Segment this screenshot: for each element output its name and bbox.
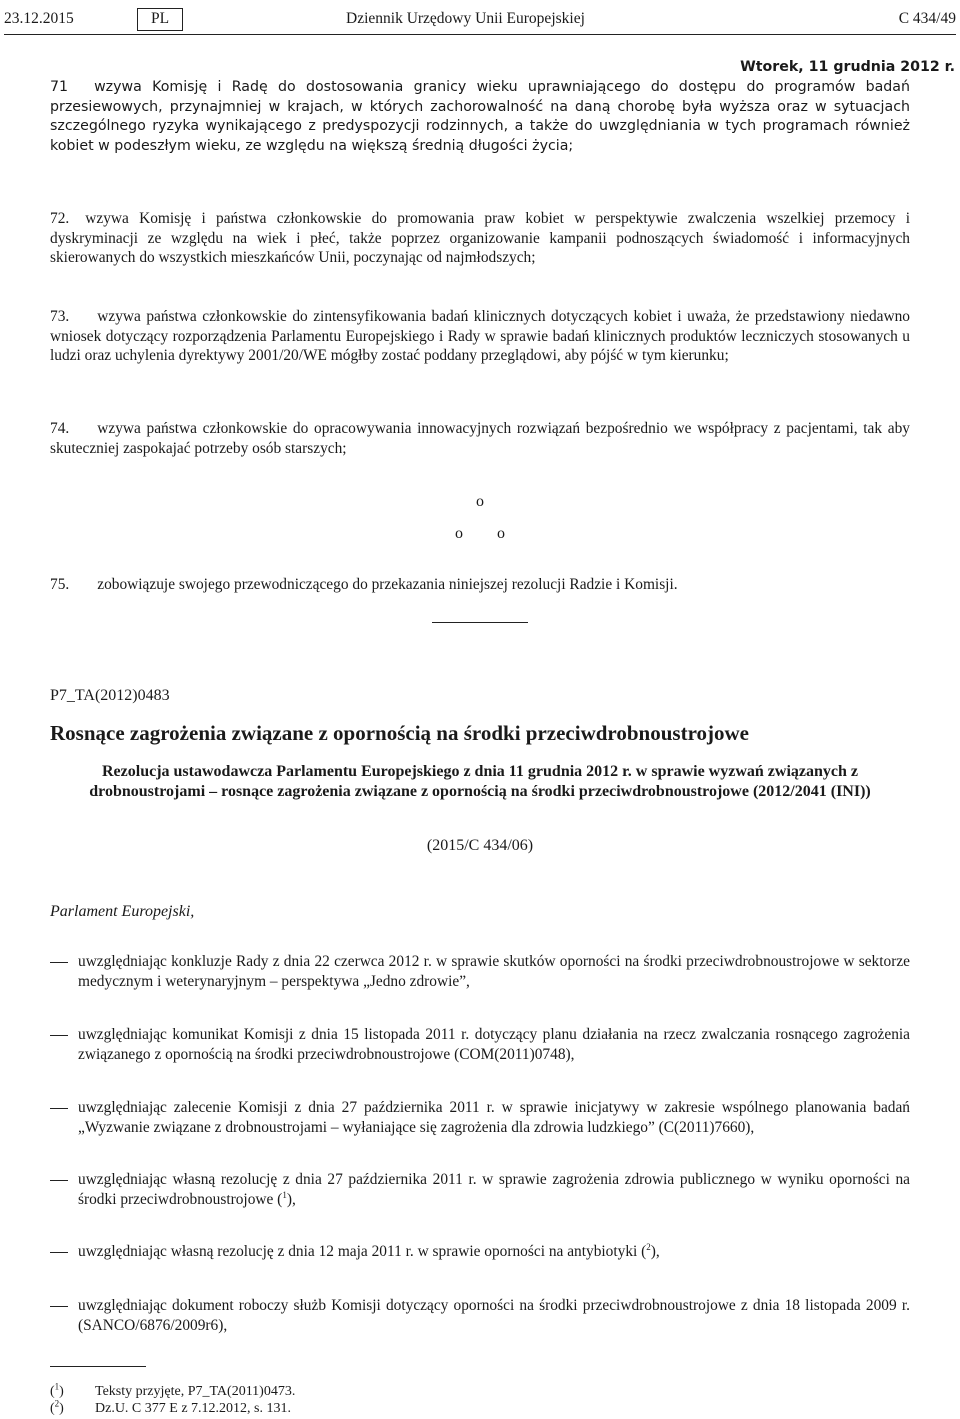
paragraph-number: 72. [50, 210, 70, 227]
citation-text-wrap [78, 1170, 910, 1209]
paragraph-text: zobowiązuje swojego przewodniczącego do przekazania niniejszej rezolucji Radzie i Komisji. [97, 576, 678, 593]
citation-item [50, 1170, 910, 1209]
citation-text: uwzględniając własną rezolucję z dnia 12 maja 2011 r. w sprawie oporności na antybiotyki ( [78, 1243, 647, 1260]
dash-marker [50, 1180, 68, 1181]
document-title: Rosnące zagrożenia związane z opornością na środki przeciwdrobnoustrojowe [50, 721, 749, 745]
dash-marker [50, 1108, 68, 1109]
citation-tail: ), [650, 1243, 660, 1260]
paragraph-number: 75. [50, 576, 70, 593]
parliament-heading: Parlament Europejski, [50, 903, 195, 920]
header-rule [4, 34, 956, 35]
footnote-rule [50, 1366, 146, 1367]
header-date: 23.12.2015 [4, 10, 74, 27]
footnote [50, 1383, 295, 1400]
paragraph-75 [50, 575, 910, 595]
section-divider-circles [0, 492, 960, 548]
citation-text: uwzględniając własną rezolucję z dnia 27 października 2011 r. w sprawie zagrożenia zdrowia publicznego w wyniku oporności na środki przeciwdrobnoustrojowe ( [78, 1171, 910, 1208]
citation-text-wrap [78, 1242, 910, 1262]
circle-mark: o [497, 525, 505, 542]
footnote-ref[interactable]: 1 [282, 1189, 287, 1200]
paragraph-74 [50, 419, 910, 458]
paragraph-73 [50, 307, 910, 366]
page-reference: C 434/49 [898, 10, 956, 27]
journal-header [0, 6, 960, 30]
paragraph-number: 74. [50, 420, 70, 437]
paragraph-number: 71 [50, 79, 69, 95]
dash-marker [50, 1035, 68, 1036]
footnote-text: Dz.U. C 377 E z 7.12.2012, s. 131. [95, 1401, 291, 1416]
journal-name: Dziennik Urzędowy Unii Europejskiej [346, 10, 585, 27]
citation-text: uwzględniając dokument roboczy służb Komisji dotyczący oporności na środki przeciwdrobnoustrojowe z dnia 18 listopada 2009 r. (SANCO/6876/2009r6), [78, 1297, 910, 1334]
footnote-marker: ($^1$) [50, 1381, 64, 1399]
paragraph-text: wzywa państwa członkowskie do zintensyfikowania badań klinicznych dotyczących kobiet i uważa, że przedstawiony niedawno wniosek dotyczący rozporządzenia Parlamentu Europejskiego i Rady w sprawie badań klinicznych produktów leczniczych stosowanych u ludzi oraz uchylenia dyrektywy 2001/20/WE mógłby zostać poddany przeglądowi, aby pójść w tym kierunku; [50, 308, 910, 364]
footnote-text: Teksty przyjęte, P7_TA(2011)0473. [95, 1384, 296, 1399]
sitting-date: Wtorek, 11 grudnia 2012 r. [740, 59, 955, 75]
document-subtitle: Rezolucja ustawodawcza Parlamentu Europejskiego z dnia 11 grudnia 2012 r. w sprawie wyzwań związanych z drobnoustrojami – rosnące zagrożenia związane z opornością na środki przeciwdrobnoustrojowe (2012/2041 (INI)) [89, 763, 871, 800]
citation-tail: ), [286, 1190, 296, 1208]
citation-text: uwzględniając konkluzje Rady z dnia 22 czerwca 2012 r. w sprawie skutków oporności na środki przeciwdrobnoustrojowe w sektorze medycznym i weterynaryjnym – perspektywa „Jedno zdrowie”, [78, 953, 910, 990]
dash-marker [50, 1252, 68, 1253]
paragraph-text: wzywa państwa członkowskie do opracowywania innowacyjnych rozwiązań bezpośrednio we współpracy z pacjentami, tak aby skuteczniej zaspokajać potrzeby osób starszych; [50, 420, 910, 457]
citation-item [50, 952, 910, 991]
language-badge: PL [137, 8, 183, 31]
paragraph-number: 73. [50, 308, 70, 325]
dash-marker [50, 1306, 68, 1307]
citation-text: uwzględniając komunikat Komisji z dnia 15 listopada 2011 r. dotyczący planu działania na rzecz zwalczania rosnącego zagrożenia związanego z opornością na środki przeciwdrobnoustrojowe (COM(2011)0748), [78, 1026, 910, 1063]
citation-item [50, 1296, 910, 1335]
footnote-ref[interactable]: 2 [646, 1241, 651, 1252]
dash-marker [50, 962, 68, 963]
footnote-marker: ($^2$) [50, 1398, 64, 1416]
circle-mark: o [476, 493, 484, 510]
paragraph-text: wzywa Komisję i państwa członkowskie do promowania praw kobiet w perspektywie zwalczenia wszelkiej przemocy i dyskryminacji ze względu na wiek i płeć, także poprzez organizowanie kampanii podnoszących świadomość i informacyjnych skierowanych do wszystkich mieszkańców Unii, poczynając od najmłodszych; [50, 210, 910, 266]
circle-mark: o [455, 525, 463, 542]
citation-item [50, 1025, 910, 1064]
paragraph-72 [50, 209, 910, 268]
section-separator [432, 622, 528, 623]
paragraph-text: wzywa Komisję i Radę do dostosowania granicy wieku uprawniającego do dostępu do programów badań przesiewowych, przynajmniej w krajach, w których zachorowalność na daną chorobę była wyższa oraz w sytuacjach szczególnego ryzyka wynikającego z predyspozycji rodzinnych, a także do uwzględniania w tych programach również kobiet w podeszłym wieku, ze względu na większą średnią długości życia; [50, 79, 910, 154]
citation-text: uwzględniając zalecenie Komisji z dnia 27 października 2011 r. w sprawie inicjatywy w zakresie wspólnego planowania badań „Wyzwanie związane z drobnoustrojami – wyłaniające się zagrożenia dla zdrowia ludzkiego” (C(2011)7660), [78, 1099, 910, 1136]
oj-reference: (2015/C 434/06) [426, 837, 534, 854]
document-reference: P7_TA(2012)0483 [50, 687, 170, 704]
footnote [50, 1400, 291, 1417]
paragraph-71 [50, 78, 910, 156]
citation-item [50, 1098, 910, 1137]
citation-item [50, 1242, 910, 1262]
